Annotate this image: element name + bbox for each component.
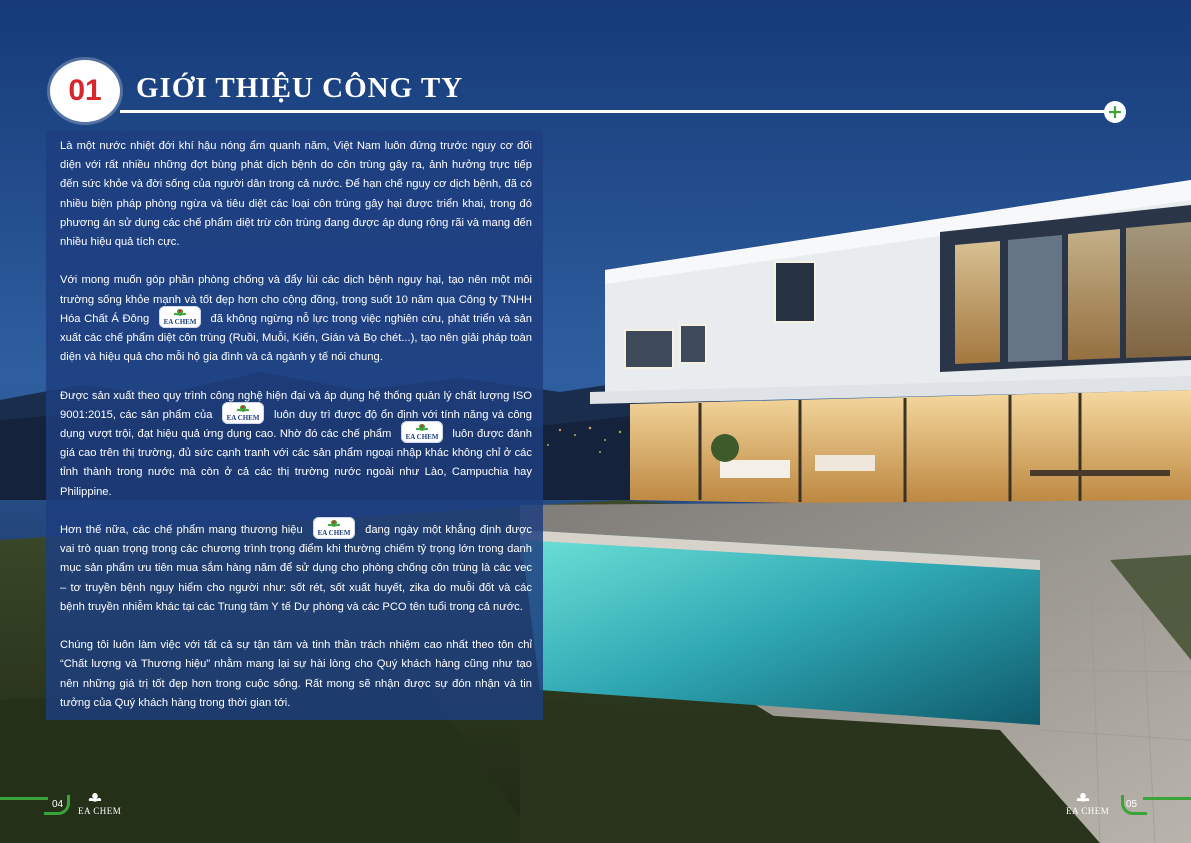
ea-chem-logo-icon <box>159 306 201 328</box>
plus-icon: + <box>1104 101 1126 123</box>
page-number-right: 05 <box>1126 799 1138 810</box>
paragraph-3 <box>60 387 532 502</box>
logo-text: EA CHEM <box>317 529 351 538</box>
logo-text: EA CHEM <box>163 317 197 326</box>
page-number-left: 04 <box>52 799 64 810</box>
footer-brand-right: EA CHEM <box>1066 806 1110 816</box>
brand-leaf-icon <box>1074 792 1092 806</box>
content-text <box>60 137 532 732</box>
paragraph-4-part-2: đang ngày một khẳng định được vai trò quan trọng trong các chương trình trọng điểm khi thường chiếm tỷ trọng lớn trong danh mục sản phẩm ưu tiên mua sắm hàng năm để sử dụng cho phòng chống côn trùng là các vec – tơ truyền bệnh nguy hiểm cho người như: sốt rét, sốt xuất huyết, zika do muỗi đốt và các bệnh truyền nhiễm khác tại các Trung tâm Y tế Dự phòng và các PCO tên tuổi trong cả nước. <box>60 524 533 613</box>
footer-accent-right <box>1143 797 1191 800</box>
paragraph-2 <box>60 271 532 367</box>
section-number-badge <box>50 60 120 122</box>
paragraph-1: Là một nước nhiệt đới khí hậu nóng ẩm quanh năm, Việt Nam luôn đứng trước nguy cơ đối diện với rất nhiều những đợt bùng phát dịch bệnh do côn trùng gây ra, ảnh hưởng trực tiếp đến sức khỏe và đời sống của người dân trong cả nước. Để hạn chế nguy cơ dịch bệnh, đã có nhiều biện pháp phòng ngừa và tiêu diệt các loại côn trùng gây hại được triển khai, trong đó phương án sử dụng các chế phẩm diệt trừ côn trùng đang được áp dụng rộng rãi và mang đến nhiều hiệu quả tích cực. <box>60 140 532 249</box>
paragraph-4-part-1: Hơn thế nữa, các chế phẩm mang thương hiệu <box>60 524 303 537</box>
paragraph-4 <box>60 521 532 617</box>
footer-accent-left <box>0 797 48 800</box>
section-number: 01 <box>68 74 102 107</box>
page-title: GIỚI THIỆU CÔNG TY <box>136 72 464 104</box>
paragraph-3-part-1: Được sản xuất theo quy trình công nghệ hiện đại và áp dụng hệ thống quản lý chất lượng ISO 9001:2015, các sản phẩm của <box>60 389 532 421</box>
paragraph-5: Chúng tôi luôn làm việc với tất cả sự tận tâm và tinh thần trách nhiệm cao nhất theo tôn chỉ “Chất lượng và Thương hiệu” nhằm mang lại sự hài lòng cho Quý khách hàng cũng như tạo nên những giá trị tốt đẹp hơn trong cuộc sống. Rất mong sẽ nhận được sự đón nhận và tin tưởng của Quý khách hàng trong thời gian tới. <box>60 639 532 709</box>
paragraph-2-part-1: Với mong muốn góp phần phòng chống và đẩy lùi các dịch bệnh nguy hại, tạo nên một môi trường sống khỏe mạnh và tốt đẹp hơn cho cộng đồng, trong suốt 10 năm qua Công ty TNHH Hóa Chất Á Đông <box>60 274 532 325</box>
paragraph-2-part-2: đã không ngừng nỗ lực trong việc nghiên cứu, phát triển và sản xuất các chế phẩm diệt côn trùng (Ruồi, Muỗi, Kiến, Gián và Bọ chét...), tạo nên giải pháp toàn diện và hiệu quả cho mỗi hộ gia đình và cả ngành y tế nói chung. <box>60 312 532 364</box>
header-divider <box>120 110 1110 113</box>
paragraph-3-part-3: luôn được đánh giá cao trên thị trường, đủ sức cạnh tranh với các sản phẩm ngoại nhập khác không chỉ ở các tỉnh thành trong nước mà còn ở cả các thị trường nước ngoài như Lào, Campuchia hay Philippine. <box>60 428 533 498</box>
ea-chem-logo-icon <box>222 402 264 424</box>
paragraph-3-part-2: luôn duy trì được độ ổn định với tính năng và công dụng vượt trội, đạt hiệu quả ứng dụng cao. Nhờ đó các chế phẩm <box>60 408 533 441</box>
brand-leaf-icon <box>86 792 104 806</box>
logo-text: EA CHEM <box>405 433 439 442</box>
footer-brand-left: EA CHEM <box>78 806 122 816</box>
ea-chem-logo-icon <box>313 517 355 539</box>
ea-chem-logo-icon <box>401 421 443 443</box>
logo-text: EA CHEM <box>226 413 260 422</box>
